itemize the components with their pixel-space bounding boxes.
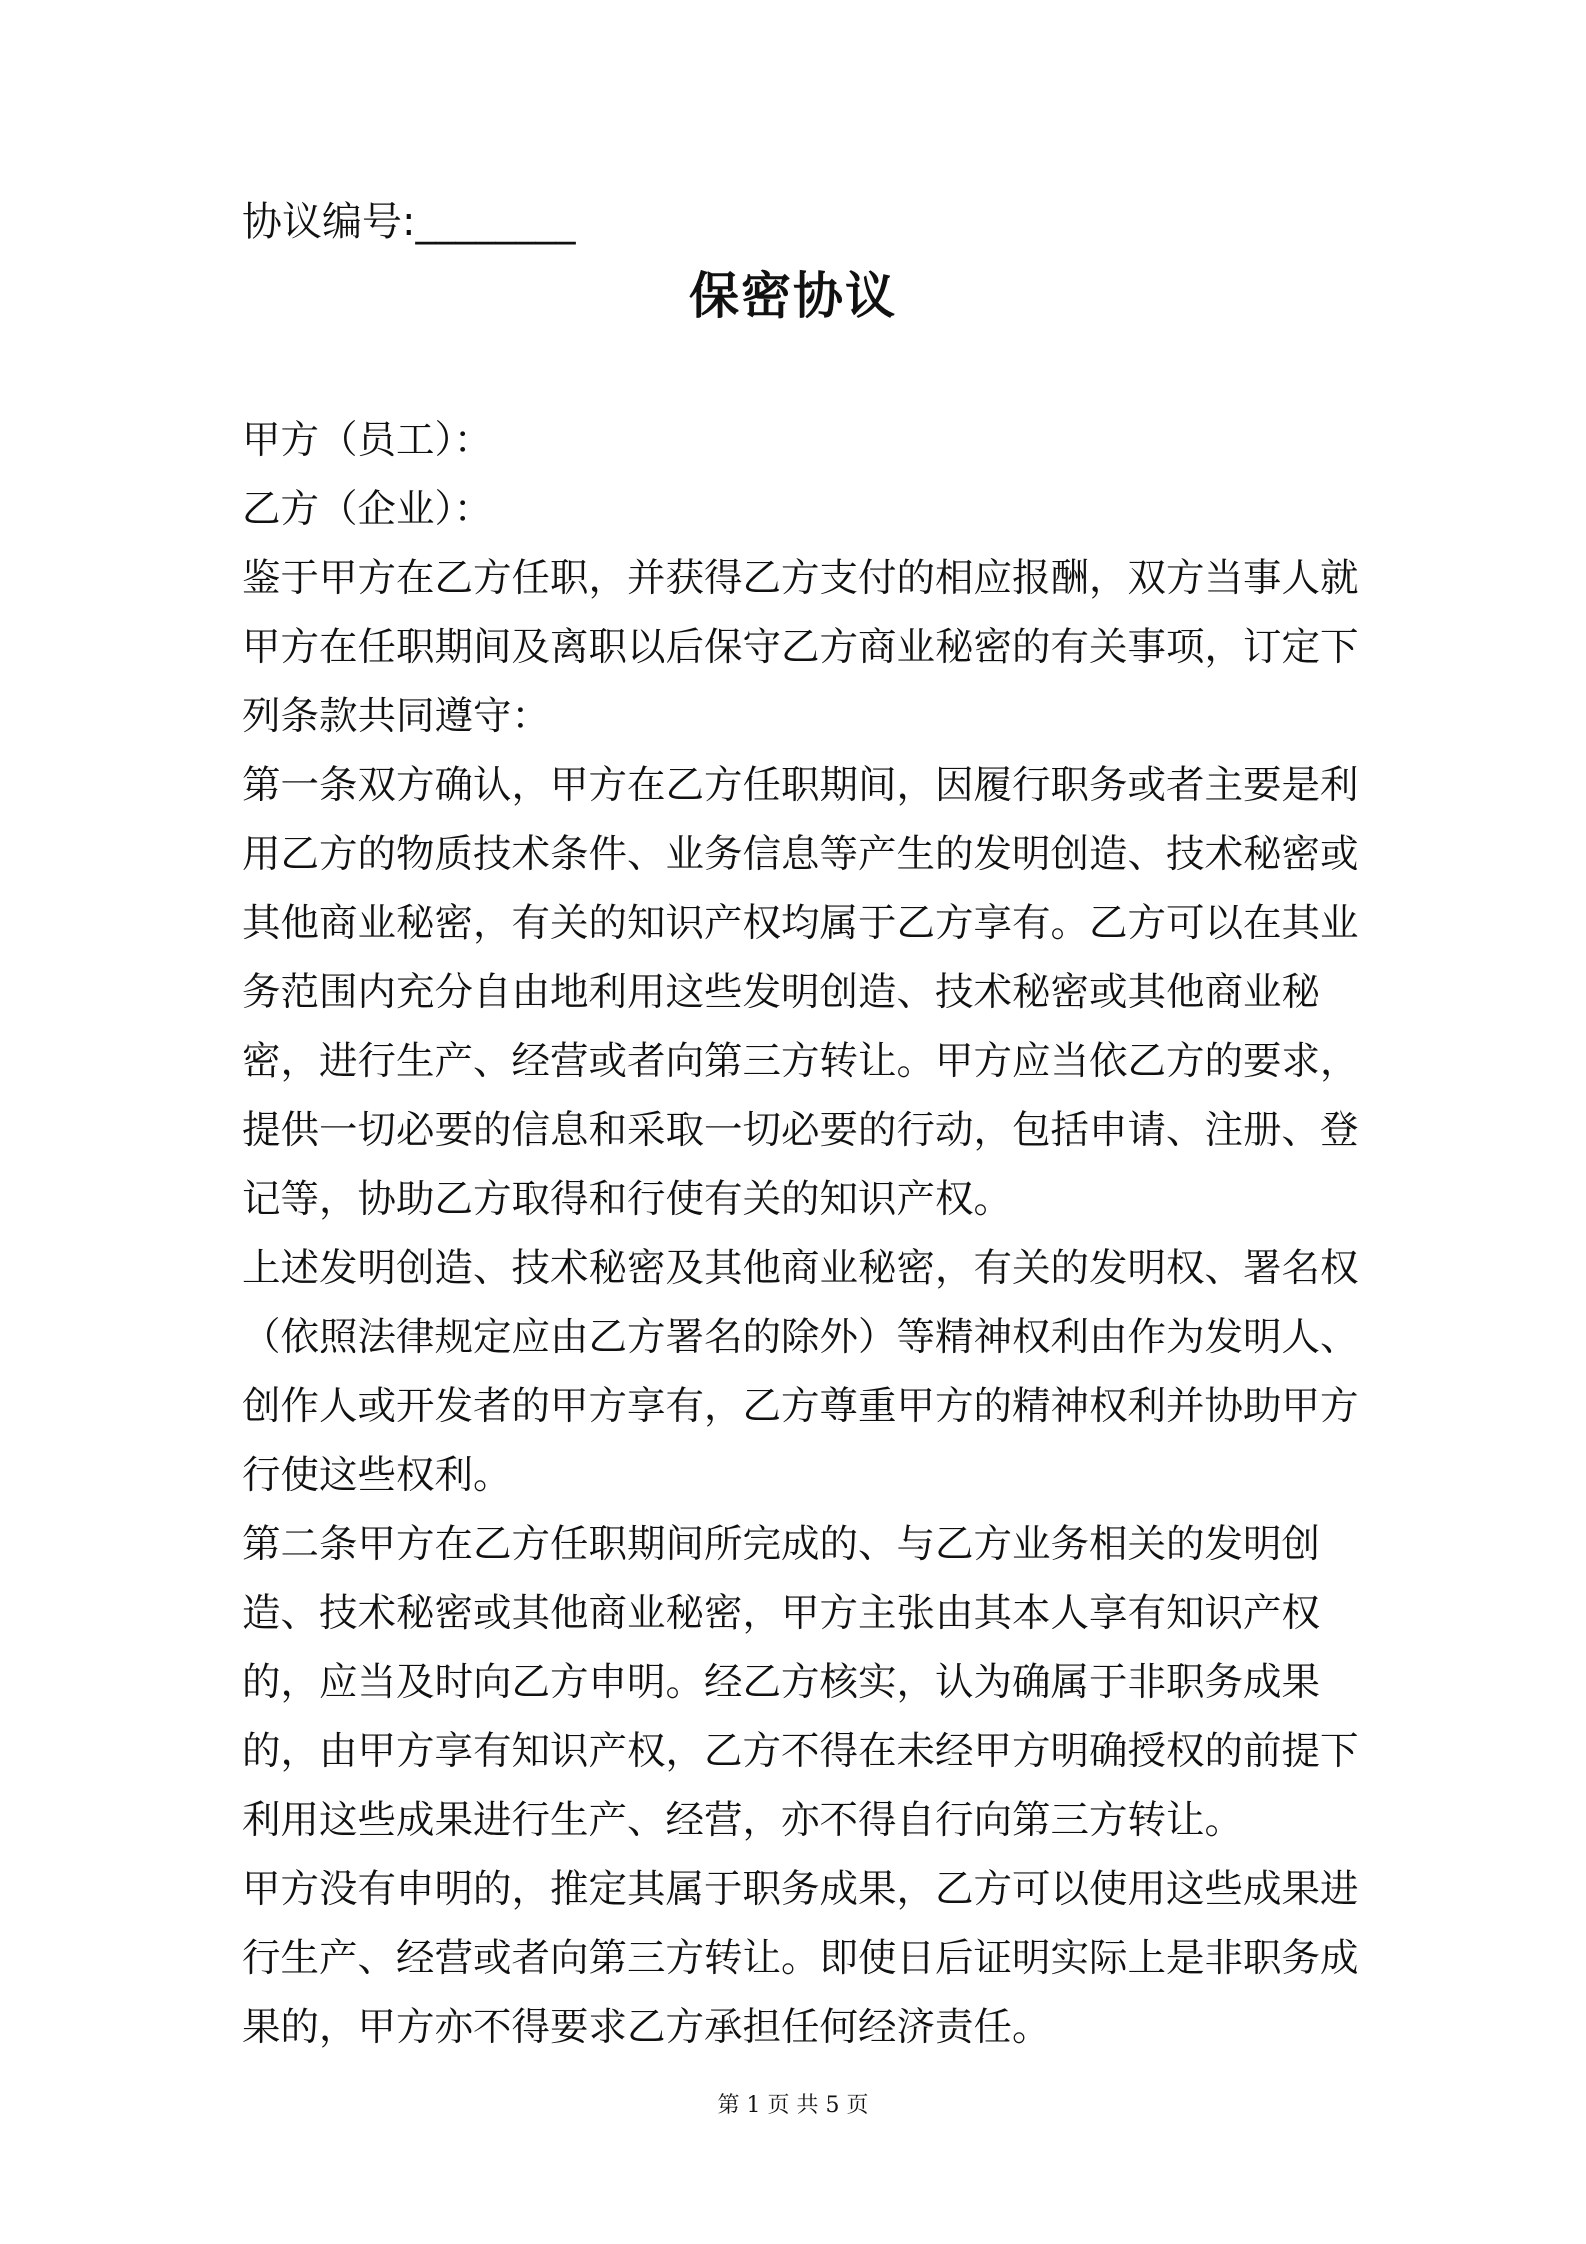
- article-one-line: 提供一切必要的信息和采取一切必要的行动，包括申请、注册、登: [242, 1108, 1359, 1153]
- moral-rights-line: 创作人或开发者的甲方享有，乙方尊重甲方的精神权利并协助甲方: [242, 1384, 1359, 1429]
- undeclared-results-line: 果的，甲方亦不得要求乙方承担任何经济责任。: [242, 2005, 1051, 2050]
- article-two-line: 的，由甲方享有知识产权，乙方不得在未经甲方明确授权的前提下: [242, 1729, 1359, 1774]
- preamble-line: 列条款共同遵守：: [242, 694, 551, 739]
- article-one-line: 用乙方的物质技术条件、业务信息等产生的发明创造、技术秘密或: [242, 832, 1359, 877]
- article-two-line: 的，应当及时向乙方申明。经乙方核实，认为确属于非职务成果: [242, 1660, 1321, 1705]
- article-two-line: 利用这些成果进行生产、经营，亦不得自行向第三方转让。: [242, 1798, 1244, 1843]
- article-one-line: 第一条双方确认，甲方在乙方任职期间，因履行职务或者主要是利: [242, 763, 1359, 808]
- article-one-line: 密，进行生产、经营或者向第三方转让。甲方应当依乙方的要求，: [242, 1039, 1359, 1084]
- page-footer: 第 1 页 共 5 页: [717, 2093, 869, 2118]
- article-two-line: 造、技术秘密或其他商业秘密，甲方主张由其本人享有知识产权: [242, 1591, 1321, 1636]
- party-b-line: 乙方（企业）：: [242, 487, 493, 532]
- preamble-line: 鉴于甲方在乙方任职，并获得乙方支付的相应报酬，双方当事人就: [242, 556, 1359, 601]
- moral-rights-line: （依照法律规定应由乙方署名的除外）等精神权利由作为发明人、: [242, 1315, 1359, 1360]
- preamble-line: 甲方在任职期间及离职以后保守乙方商业秘密的有关事项，订定下: [242, 625, 1359, 670]
- party-a-line: 甲方（员工）：: [242, 418, 493, 463]
- document-body: [242, 406, 1359, 2062]
- moral-rights-line: 行使这些权利。: [242, 1453, 512, 1498]
- agreement-number: 协议编号:________: [242, 199, 576, 245]
- undeclared-results-line: 甲方没有申明的，推定其属于职务成果，乙方可以使用这些成果进: [242, 1867, 1359, 1912]
- article-two-line: 第二条甲方在乙方任职期间所完成的、与乙方业务相关的发明创: [242, 1522, 1321, 1567]
- undeclared-results-line: 行生产、经营或者向第三方转让。即使日后证明实际上是非职务成: [242, 1936, 1359, 1981]
- article-one-line: 务范围内充分自由地利用这些发明创造、技术秘密或其他商业秘: [242, 970, 1321, 1015]
- article-one-line: 其他商业秘密，有关的知识产权均属于乙方享有。乙方可以在其业: [242, 901, 1359, 946]
- document-title: 保密协议: [689, 267, 897, 325]
- article-one-line: 记等，协助乙方取得和行使有关的知识产权。: [242, 1177, 1013, 1222]
- moral-rights-line: 上述发明创造、技术秘密及其他商业秘密，有关的发明权、署名权: [242, 1246, 1359, 1291]
